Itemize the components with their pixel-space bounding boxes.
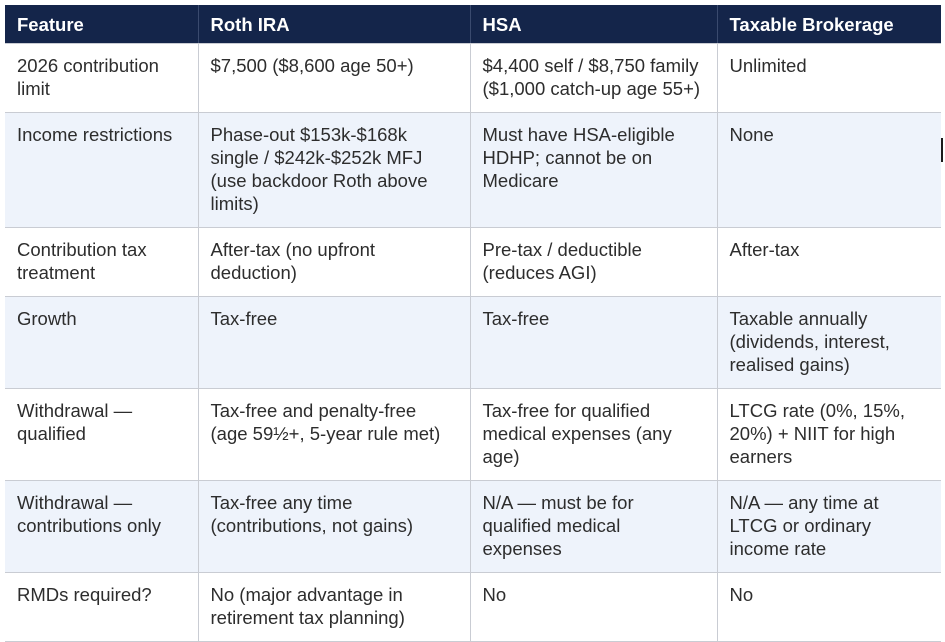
table-row (5, 228, 941, 297)
cell-hsa[interactable]: Pre-tax / deductible (reduces AGI) (470, 228, 717, 297)
cell-taxable[interactable]: None (717, 113, 941, 228)
cell-taxable[interactable]: Taxable annually (dividends, interest, realised gains) (717, 297, 941, 389)
cell-hsa[interactable]: Must have HSA-eligible HDHP; cannot be on Medicare (470, 113, 717, 228)
table-row (5, 297, 941, 389)
cell-hsa[interactable]: $4,400 self / $8,750 family ($1,000 catch-up age 55+) (470, 44, 717, 113)
cell-feature[interactable]: Withdrawal — contributions only (5, 481, 198, 573)
account-comparison-table (5, 5, 941, 642)
header-feature: Feature (5, 5, 198, 44)
cell-taxable[interactable]: Unlimited (717, 44, 941, 113)
cell-roth-ira[interactable]: No (major advantage in retirement tax planning) (198, 573, 470, 642)
comparison-sheet (5, 5, 941, 642)
cell-feature[interactable]: Contribution tax treatment (5, 228, 198, 297)
cell-hsa[interactable]: Tax-free for qualified medical expenses (any age) (470, 389, 717, 481)
cell-taxable[interactable]: After-tax (717, 228, 941, 297)
cell-roth-ira[interactable]: Tax-free any time (contributions, not gains) (198, 481, 470, 573)
cell-taxable[interactable]: N/A — any time at LTCG or ordinary income rate (717, 481, 941, 573)
cell-hsa[interactable]: N/A — must be for qualified medical expenses (470, 481, 717, 573)
cell-feature[interactable]: Growth (5, 297, 198, 389)
cell-hsa[interactable]: No (470, 573, 717, 642)
cell-taxable[interactable]: No (717, 573, 941, 642)
cell-feature[interactable]: 2026 contribution limit (5, 44, 198, 113)
cell-roth-ira[interactable]: Phase-out $153k-$168k single / $242k-$252k MFJ (use backdoor Roth above limits) (198, 113, 470, 228)
table-header-row (5, 5, 941, 44)
cell-roth-ira[interactable]: After-tax (no upfront deduction) (198, 228, 470, 297)
cell-roth-ira[interactable]: $7,500 ($8,600 age 50+) (198, 44, 470, 113)
header-taxable-brokerage: Taxable Brokerage (717, 5, 941, 44)
cell-feature[interactable]: RMDs required? (5, 573, 198, 642)
cell-roth-ira[interactable]: Tax-free and penalty-free (age 59½+, 5-year rule met) (198, 389, 470, 481)
header-hsa: HSA (470, 5, 717, 44)
cell-feature[interactable]: Withdrawal — qualified (5, 389, 198, 481)
table-row (5, 481, 941, 573)
header-roth-ira: Roth IRA (198, 5, 470, 44)
cell-taxable[interactable]: LTCG rate (0%, 15%, 20%) + NIIT for high earners (717, 389, 941, 481)
text-cursor (941, 138, 943, 162)
table-row (5, 389, 941, 481)
table-row (5, 44, 941, 113)
cell-hsa[interactable]: Tax-free (470, 297, 717, 389)
table-row (5, 573, 941, 642)
cell-roth-ira[interactable]: Tax-free (198, 297, 470, 389)
table-row (5, 113, 941, 228)
cell-feature[interactable]: Income restrictions (5, 113, 198, 228)
